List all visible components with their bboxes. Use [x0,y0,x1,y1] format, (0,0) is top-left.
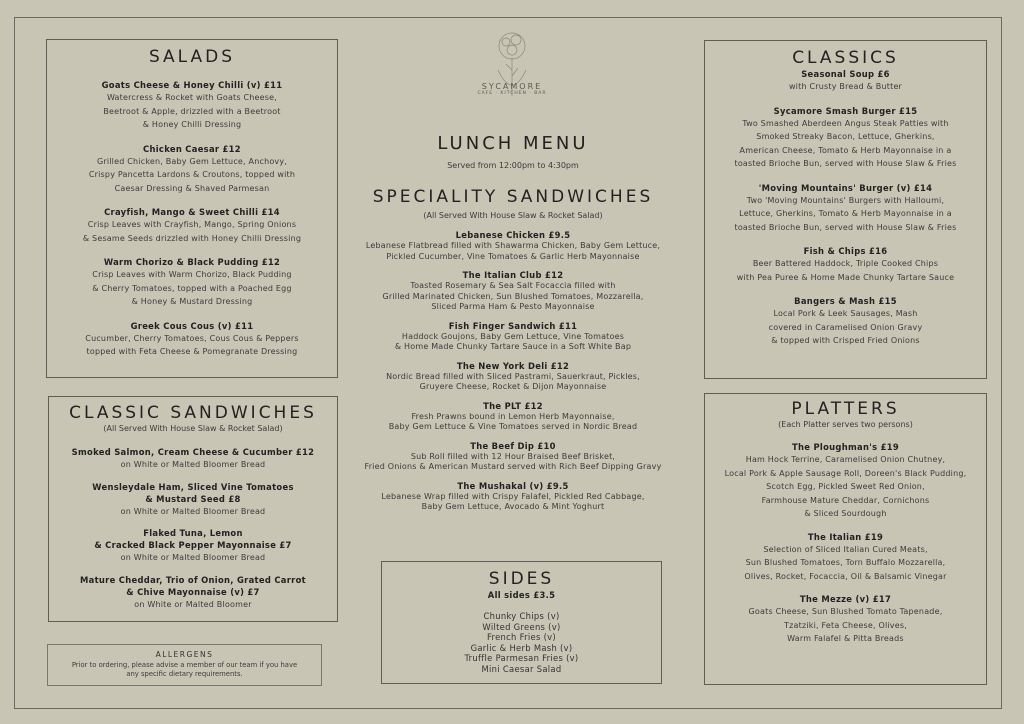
speciality-item-name: The Beef Dip £10 [470,440,556,451]
platters-title: PLATTERS [791,399,900,419]
speciality-item-desc: Haddock Goujons, Baby Gem Lettuce, Vine Tomatoes [401,331,625,341]
platter-item-desc: Ham Hock Terrine, Caramelised Onion Chutney, [745,455,946,464]
logo-name: SYCAMORE [481,82,543,91]
platter-item-name: The Italian £19 [807,531,884,542]
side-item: Chunky Chips (v) [483,611,560,621]
speciality-item-name: The New York Deli £12 [456,360,570,371]
salads-title: SALADS [148,47,236,67]
sandwich-item [49,481,337,519]
speciality-section [340,187,686,513]
salad-item [47,256,337,309]
allergens-text: any specific dietary requirements. [126,670,243,678]
salad-item-desc: Crisp Leaves with Crayfish, Mango, Spring Onions [87,220,297,229]
classic-item-desc: Beer Battered Haddock, Triple Cooked Chips [752,259,939,268]
classic-item-desc: Smoked Streaky Bacon, Lettuce, Gherkins, [756,132,935,141]
speciality-item-name: Lebanese Chicken £9.5 [455,230,571,240]
classic-item-name: Sycamore Smash Burger £15 [773,105,918,116]
platter-item-name: The Mezze (v) £17 [799,594,892,604]
sandwich-item-desc: on White or Malted Bloomer Bread [120,506,266,516]
sides-section [381,561,662,684]
salad-item-name: Warm Chorizo & Black Pudding £12 [103,257,281,267]
lunch-header [340,133,686,172]
platter-item-desc: Warm Falafel & Pitta Breads [787,634,904,643]
salad-item-name: Goats Cheese & Honey Chilli (v) £11 [101,80,283,90]
classic-item-name: 'Moving Mountains' Burger (v) £14 [758,182,933,193]
speciality-list [340,229,686,513]
classic-item-desc: Local Pork & Leek Sausages, Mash [773,309,918,318]
sandwich-item-desc: on White or Malted Bloomer Bread [120,460,266,469]
speciality-item-desc: Sub Roll filled with 12 Hour Braised Beef Brisket, [410,451,616,461]
platters-list [705,441,986,646]
platter-item-name: The Ploughman's £19 [792,442,899,452]
speciality-item [340,440,686,473]
classic-item-desc: Lettuce, Gherkins, Tomato & Herb Mayonnaise in a [739,209,952,218]
speciality-item-desc: Sliced Parma Ham & Pesto Mayonnaise [431,302,595,311]
speciality-item-desc: Gruyere Cheese, Rocket & Dijon Mayonnaise [419,382,607,391]
platter-item [705,441,986,521]
salad-item-name: Greek Cous Cous (v) £11 [130,320,254,331]
speciality-item [340,480,686,513]
speciality-item [340,360,686,393]
sandwich-item-name: & Mustard Seed £8 [145,493,241,504]
sandwich-item [49,574,337,612]
salad-item-desc: Cucumber, Cherry Tomatoes, Cous Cous & Peppers [85,333,299,343]
allergens-text: Prior to ordering, please advise a member of our team if you have [71,661,298,669]
classics-section [704,40,987,379]
classic-sandwiches-section [48,396,338,622]
speciality-item [340,269,686,313]
salad-item-desc: & Honey Chilli Dressing [142,120,242,129]
side-item: Truffle Parmesan Fries (v) [464,653,579,663]
classic-item-desc: Two Smashed Aberdeen Angus Steak Patties with [742,118,949,128]
sandwich-item-desc: on White or Malted Bloomer [134,599,252,609]
classic-item [705,68,986,94]
platter-item-desc: Local Pork & Apple Sausage Roll, Doreen's Black Pudding, [724,468,967,478]
classic-item [705,182,986,235]
speciality-item-desc: Pickled Cucumber, Vine Tomatoes & Garlic Herb Mayonnaise [386,251,640,261]
speciality-item-name: The PLT £12 [483,400,543,411]
classic-sandwiches-list [49,446,337,611]
classic-sandwiches-subtitle: (All Served With House Slaw & Rocket Salad) [103,424,283,433]
salad-item-name: Crayfish, Mango & Sweet Chilli £14 [104,207,280,217]
salad-item-name: Chicken Caesar £12 [143,143,241,154]
speciality-item-name: Fish Finger Sandwich £11 [448,320,578,331]
salad-item-desc: & Sesame Seeds drizzled with Honey Chilli Dressing [82,233,302,243]
speciality-item [340,400,686,433]
speciality-item-desc: Fresh Prawns bound in Lemon Herb Mayonnaise, [411,411,615,421]
speciality-item-desc: Lebanese Wrap filled with Crispy Falafel, Pickled Red Cabbage, [381,491,645,501]
salad-item [47,143,337,196]
speciality-item-desc: Toasted Rosemary & Sea Salt Focaccia filled with [410,281,616,290]
speciality-item-desc: Grilled Marinated Chicken, Sun Blushed Tomatoes, Mozzarella, [382,291,644,301]
classic-item [705,245,986,284]
speciality-item [340,229,686,262]
classic-item-desc: Two 'Moving Mountains' Burgers with Halloumi, [746,195,945,205]
salad-item-desc: Beetroot & Apple, drizzled with a Beetroot [103,106,281,116]
platter-item-desc: Olives, Rocket, Focaccia, Oil & Balsamic Vinegar [744,571,947,581]
speciality-item-name: The Italian Club £12 [462,270,564,280]
sides-title: SIDES [488,569,555,589]
side-item: Wilted Greens (v) [482,621,561,632]
sandwich-item-name: Flaked Tuna, Lemon [143,528,243,538]
classic-item-desc: toasted Brioche Bun, served with House Slaw & Fries [734,222,957,232]
speciality-item-desc: Baby Gem Lettuce & Vine Tomatoes served in Nordic Bread [388,422,638,431]
classic-item-desc: American Cheese, Tomato & Herb Mayonnaise in a [739,145,952,155]
sides-price: All sides £3.5 [487,590,556,600]
speciality-subtitle: (All Served With House Slaw & Rocket Salad) [423,211,603,220]
platter-item [705,531,986,584]
side-item: Mini Caesar Salad [481,663,562,674]
sides-list [382,611,661,674]
salad-item-desc: Caesar Dressing & Shaved Parmesan [114,183,270,193]
salad-item [47,320,337,359]
speciality-title: SPECIALITY SANDWICHES [372,187,654,207]
sycamore-logo [460,30,564,96]
classic-item-name: Fish & Chips £16 [803,246,888,256]
sandwich-item [49,527,337,565]
platter-item-desc: Scotch Egg, Pickled Sweet Red Onion, [766,482,925,491]
lunch-served-time: Served from 12:00pm to 4:30pm [447,161,579,170]
sandwich-item-name: & Cracked Black Pepper Mayonnaise £7 [94,540,292,550]
platter-item-desc: Sun Blushed Tomatoes, Torn Buffalo Mozzarella, [745,558,946,567]
sandwich-item-name: Mature Cheddar, Trio of Onion, Grated Carrot [80,574,306,585]
classics-title: CLASSICS [792,48,899,68]
classic-item-name: Seasonal Soup £6 [801,69,890,79]
speciality-item-desc: Nordic Bread filled with Sliced Pastrami, Sauerkraut, Pickles, [386,371,640,381]
allergens-section [47,644,322,686]
classic-item-desc: with Crusty Bread & Butter [788,82,903,91]
speciality-item-desc: Baby Gem Lettuce, Avocado & Mint Yoghurt [421,502,605,511]
classic-item-desc: toasted Brioche Bun, served with House Slaw & Fries [734,159,957,168]
salad-item-desc: topped with Feta Cheese & Pomegranate Dressing [86,347,298,356]
allergens-title: ALLERGENS [155,650,214,659]
salads-section [46,39,338,378]
salad-item-desc: Grilled Chicken, Baby Gem Lettuce, Anchovy, [96,156,288,166]
salad-item-desc: & Cherry Tomatoes, topped with a Poached Egg [92,283,292,293]
platter-item-desc: Goats Cheese, Sun Blushed Tomato Tapenade, [748,607,943,616]
salad-item-desc: Crispy Pancetta Lardons & Croutons, topped with [88,170,296,179]
salads-list [47,79,337,359]
salad-item-desc: Watercress & Rocket with Goats Cheese, [106,93,278,102]
speciality-item [340,320,686,353]
lunch-title: LUNCH MENU [437,133,589,154]
sandwich-item [49,446,337,472]
speciality-item-name: The Mushakal (v) £9.5 [457,480,569,491]
classic-sandwiches-title: CLASSIC SANDWICHES [69,403,317,423]
platters-section [704,393,987,685]
classics-list [705,68,986,348]
platter-item-desc: Selection of Sliced Italian Cured Meats, [763,544,928,554]
logo-tagline: CAFE · KITCHEN · BAR [477,91,547,96]
platters-subtitle: (Each Platter serves two persons) [778,420,913,429]
salad-item-desc: Crisp Leaves with Warm Chorizo, Black Pudding [92,270,292,279]
platter-item [705,593,986,646]
classic-item-name: Bangers & Mash £15 [794,296,897,306]
speciality-item-desc: Fried Onions & American Mustard served with Rich Beef Dipping Gravy [364,462,662,471]
side-item: Garlic & Herb Mash (v) [470,642,573,653]
speciality-item-desc: & Home Made Chunky Tartare Sauce in a Soft White Bap [394,342,632,351]
sandwich-item-name: & Chive Mayonnaise (v) £7 [126,586,260,597]
salad-item [47,206,337,245]
platter-item-desc: Tzatziki, Feta Cheese, Olives, [784,620,907,630]
sandwich-item-name: Smoked Salmon, Cream Cheese & Cucumber £12 [71,447,315,457]
classic-item [705,105,986,171]
classic-item-desc: with Pea Puree & Home Made Chunky Tartare Sauce [736,272,955,282]
classic-item-desc: covered in Caramelised Onion Gravy [768,322,923,332]
platter-item-desc: Farmhouse Mature Cheddar, Cornichons [761,495,930,505]
classic-item [705,295,986,348]
speciality-item-desc: Lebanese Flatbread filled with Shawarma Chicken, Baby Gem Lettuce, [365,241,661,250]
salad-item [47,79,337,132]
sandwich-item-desc: on White or Malted Bloomer Bread [120,553,266,562]
salad-item-desc: & Honey & Mustard Dressing [131,297,253,306]
platter-item-desc: & Sliced Sourdough [804,509,887,518]
side-item: French Fries (v) [487,632,556,642]
sandwich-item-name: Wensleydale Ham, Sliced Vine Tomatoes [92,481,294,492]
classic-item-desc: & topped with Crisped Fried Onions [771,336,920,345]
